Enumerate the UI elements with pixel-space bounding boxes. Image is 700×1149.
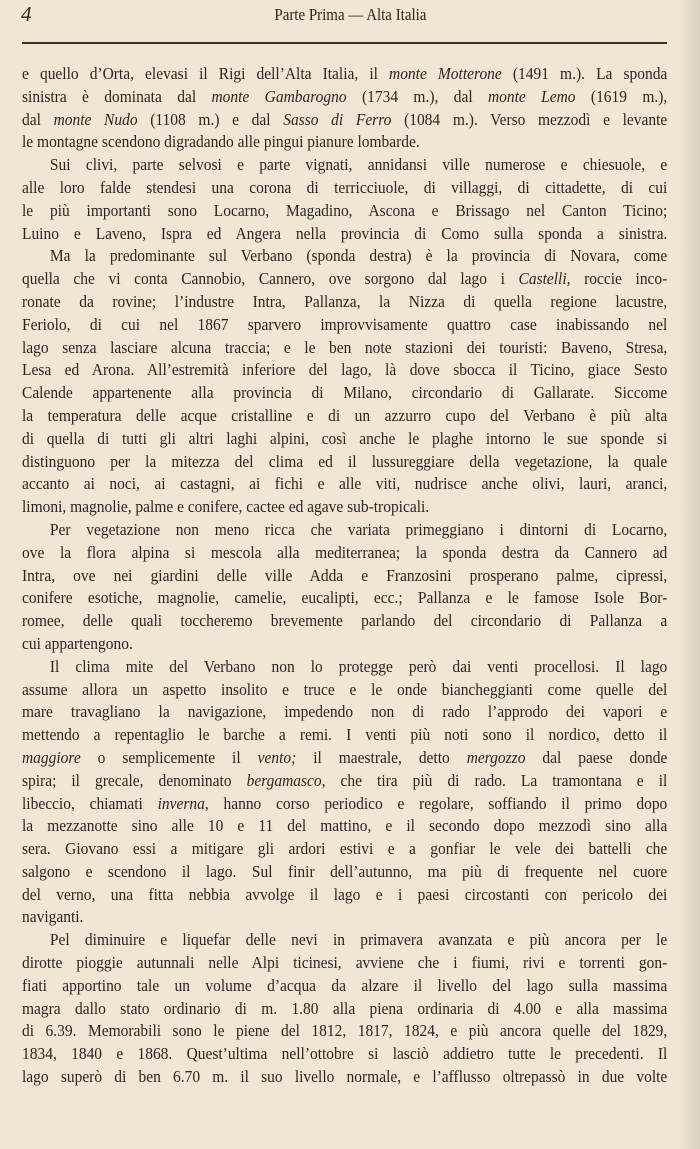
text-line xyxy=(22,109,667,132)
running-title: Parte Prima — Alta Italia xyxy=(273,5,427,24)
text-line xyxy=(22,131,667,154)
text-line xyxy=(22,975,667,998)
page-number: 4 xyxy=(21,2,32,26)
text-segment: Il clima mite del Verbano non lo protegge però dai venti procellosi. Il lago xyxy=(49,656,668,676)
text-line xyxy=(22,428,667,451)
text-segment: libeccio, chiamati xyxy=(22,793,158,813)
italic-text: monte Motterone xyxy=(389,64,502,83)
text-line xyxy=(22,565,667,588)
text-segment: romee, delle quali toccheremo brevemente parlando del circondario di Pallanza a xyxy=(22,611,668,631)
text-line xyxy=(22,587,667,610)
text-line xyxy=(22,793,667,816)
text-line xyxy=(22,656,667,679)
text-line xyxy=(22,177,667,200)
header-rule xyxy=(22,42,667,44)
text-line xyxy=(22,314,667,337)
text-segment: Intra, ove nei giardini delle ville Adda e Franzosini prosperano palme, cipressi, xyxy=(22,565,668,585)
text-line xyxy=(22,542,667,565)
text-segment: quella che vi conta Cannobio, Cannero, ove sorgono dal lago i xyxy=(22,269,519,289)
text-segment: lago senza lasciare alcuna traccia; e le ben note stazioni dei touristi: Baveno, Stresa, xyxy=(22,337,668,357)
text-segment: assume allora un aspetto insolito e truce e le onde biancheggianti come quelle del xyxy=(22,679,668,699)
text-line xyxy=(22,86,667,109)
text-segment: distinguono per la mitezza del clima ed il lussureggiare della vegetazione, la quale xyxy=(22,451,668,471)
text-line xyxy=(22,610,667,633)
text-segment: le montagne scendono digradando alle pingui pianure lombarde. xyxy=(22,132,420,152)
text-line xyxy=(22,929,667,952)
text-line xyxy=(22,519,667,542)
text-segment: di quella di tutti gli altri laghi alpini, così anche le plaghe intorno le sue sponde si xyxy=(22,428,668,448)
text-line xyxy=(22,63,667,86)
text-line xyxy=(22,359,667,382)
text-segment: naviganti. xyxy=(22,907,84,927)
text-line xyxy=(22,633,667,656)
text-line xyxy=(22,1066,667,1089)
text-segment: ove la flora alpina si mescola alla mediterranea; la sponda destra da Cannero ad xyxy=(22,542,668,562)
italic-text: monte Nudo xyxy=(53,109,138,129)
text-segment: il maestrale, detto xyxy=(296,747,467,767)
text-segment: cui appartengono. xyxy=(22,633,133,653)
body-text xyxy=(22,63,667,1089)
text-line xyxy=(22,245,667,268)
text-segment: Lesa ed Arona. All’estremità inferiore del lago, là dove sbocca il Ticino, giace Sesto xyxy=(22,360,668,380)
italic-text: inverna xyxy=(157,793,205,813)
text-line xyxy=(22,405,667,428)
text-segment: Ma la predominante sul Verbano (sponda destra) è la provincia di Novara, come xyxy=(49,246,668,266)
text-segment: dal xyxy=(22,109,54,129)
text-line xyxy=(22,701,667,724)
text-segment: lago superò di ben 6.70 m. il suo livello normale, e l’afflusso oltrepassò in due volte xyxy=(22,1067,668,1087)
text-segment: Pel diminuire e liquefar delle nevi in primavera avanzata e più ancora per le xyxy=(49,930,668,950)
text-segment: Feriolo, di cui nel 1867 sparvero improvvisamente quattro case inabissando nel xyxy=(22,314,668,334)
text-line xyxy=(22,861,667,884)
text-line xyxy=(22,1020,667,1043)
text-segment: 1834, 1840 e 1868. Quest’ultima nell’ottobre si lasciò addietro tutte le precedenti. Il xyxy=(22,1044,668,1064)
italic-text: monte Gambarogno xyxy=(211,86,347,106)
text-segment: dal paese donde xyxy=(525,747,668,767)
text-segment: magra dallo stato ordinario di m. 1.80 alla piena ordinaria di 4.00 e alla massima xyxy=(22,998,668,1018)
text-segment: sera. Giovano essi a mitigare gli ardori estivi e a gonfiar le vele dei battelli che xyxy=(22,839,668,859)
text-line xyxy=(22,952,667,975)
text-segment: conifere esotiche, magnolie, camelie, eucalipti, ecc.; Pallanza e le famose Isole Bor- xyxy=(22,588,668,608)
text-segment: Calende appartenente alla provincia di Milano, circondario di Gallarate. Siccome xyxy=(22,383,668,403)
text-segment: limoni, magnolie, palme e conifere, cactee ed agave sub-tropicali. xyxy=(22,497,430,517)
text-line xyxy=(22,451,667,474)
page-edge-shadow xyxy=(678,0,700,1149)
text-segment: (1734 m.), dal xyxy=(346,86,488,106)
text-segment: spira; il grecale, denominato xyxy=(22,770,247,790)
text-segment: la mezzanotte sino alle 10 e 11 del mattino, e il secondo dopo mezzodì sino alla xyxy=(22,816,668,836)
text-segment: Luino e Laveno, Ispra ed Angera nella provincia di Como sulla sponda a sinistra. xyxy=(22,223,668,243)
text-segment: o semplicemente il xyxy=(80,747,258,767)
text-line xyxy=(22,747,667,770)
text-segment: accanto ai noci, ai castagni, ai fichi e alle viti, nudrisce anche olivi, lauri, aranci, xyxy=(22,474,668,494)
text-line xyxy=(22,815,667,838)
text-line xyxy=(22,337,667,360)
text-segment: (1084 m.). Verso mezzodì e levante xyxy=(391,109,668,129)
text-segment: fiati apportino tale un volume d’acqua da alzare il livello del lago sulla massima xyxy=(22,975,668,995)
text-line xyxy=(22,223,667,246)
text-line xyxy=(22,838,667,861)
text-segment: Sui clivi, parte selvosi e parte vignati, annidansi ville numerose e chiesuole, e xyxy=(49,155,668,175)
text-line xyxy=(22,154,667,177)
text-line xyxy=(22,770,667,793)
text-line xyxy=(22,200,667,223)
text-segment: le più importanti sono Locarno, Magadino, Ascona e Brissago nel Canton Ticino; xyxy=(22,200,668,220)
italic-text: bergamasco xyxy=(246,770,322,790)
italic-text: mergozzo xyxy=(466,747,526,767)
text-segment: , che tira più di rado. La tramontana e il xyxy=(321,770,668,790)
text-segment: del verno, una fitta nebbia avvolge il lago e i paesi circostanti con pericolo dei xyxy=(22,884,668,904)
text-segment: e quello d’Orta, elevasi il Rigi dell’Alta Italia, il xyxy=(22,64,390,83)
text-line xyxy=(22,268,667,291)
text-line xyxy=(22,884,667,907)
text-segment: salgono e scendono il lago. Sul finir dell’autunno, ma più di frequente nel cuore xyxy=(22,861,668,881)
text-line xyxy=(22,496,667,519)
italic-text: Sasso di Ferro xyxy=(283,109,392,129)
italic-text: monte Lemo xyxy=(487,86,576,106)
text-segment: roccie inco- xyxy=(570,269,668,289)
italic-text: vento; xyxy=(257,747,297,767)
text-segment: (1108 m.) e dal xyxy=(137,109,284,129)
italic-text: Castelli, xyxy=(518,269,571,289)
text-segment: mettendo a repentaglio le barche a remi. I venti più noti sono il nordico, detto il xyxy=(22,725,668,745)
text-segment: , hanno corso periodico e regolare, soffiando il primo dopo xyxy=(204,793,668,813)
text-line xyxy=(22,473,667,496)
text-segment: ronate da rovine; l’industre Intra, Pallanza, la Nizza di quella regione lacustre, xyxy=(22,291,668,311)
text-segment: mare travagliano la navigazione, impedendo non di rado l’approdo dei vapori e xyxy=(22,702,668,722)
text-line xyxy=(22,998,667,1021)
text-line xyxy=(22,1043,667,1066)
text-segment: Per vegetazione non meno ricca che variata primeggiano i dintorni di Locarno, xyxy=(49,519,668,539)
text-line xyxy=(22,382,667,405)
text-line xyxy=(22,291,667,314)
running-head xyxy=(0,5,700,25)
text-line xyxy=(22,724,667,747)
text-line xyxy=(22,679,667,702)
text-segment: di 6.39. Memorabili sono le piene del 1812, 1817, 1824, e più ancora quelle del 1829, xyxy=(22,1021,668,1041)
text-segment: alle loro falde stendesi una corona di terricciuole, di villaggi, di cittadette, di cui xyxy=(22,177,668,197)
text-segment: (1619 m.), xyxy=(575,86,668,106)
italic-text: maggiore xyxy=(22,747,81,767)
text-segment: dirotte pioggie autunnali nelle Alpi ticinesi, avviene che i fiumi, rivi e torrenti gon- xyxy=(22,953,668,973)
text-line xyxy=(22,906,667,929)
text-segment: (1491 m.). La sponda xyxy=(501,64,668,83)
text-segment: sinistra è dominata dal xyxy=(22,86,212,106)
text-segment: la temperatura delle acque cristalline e di un azzurro cupo del Verbano è più alta xyxy=(22,405,668,425)
